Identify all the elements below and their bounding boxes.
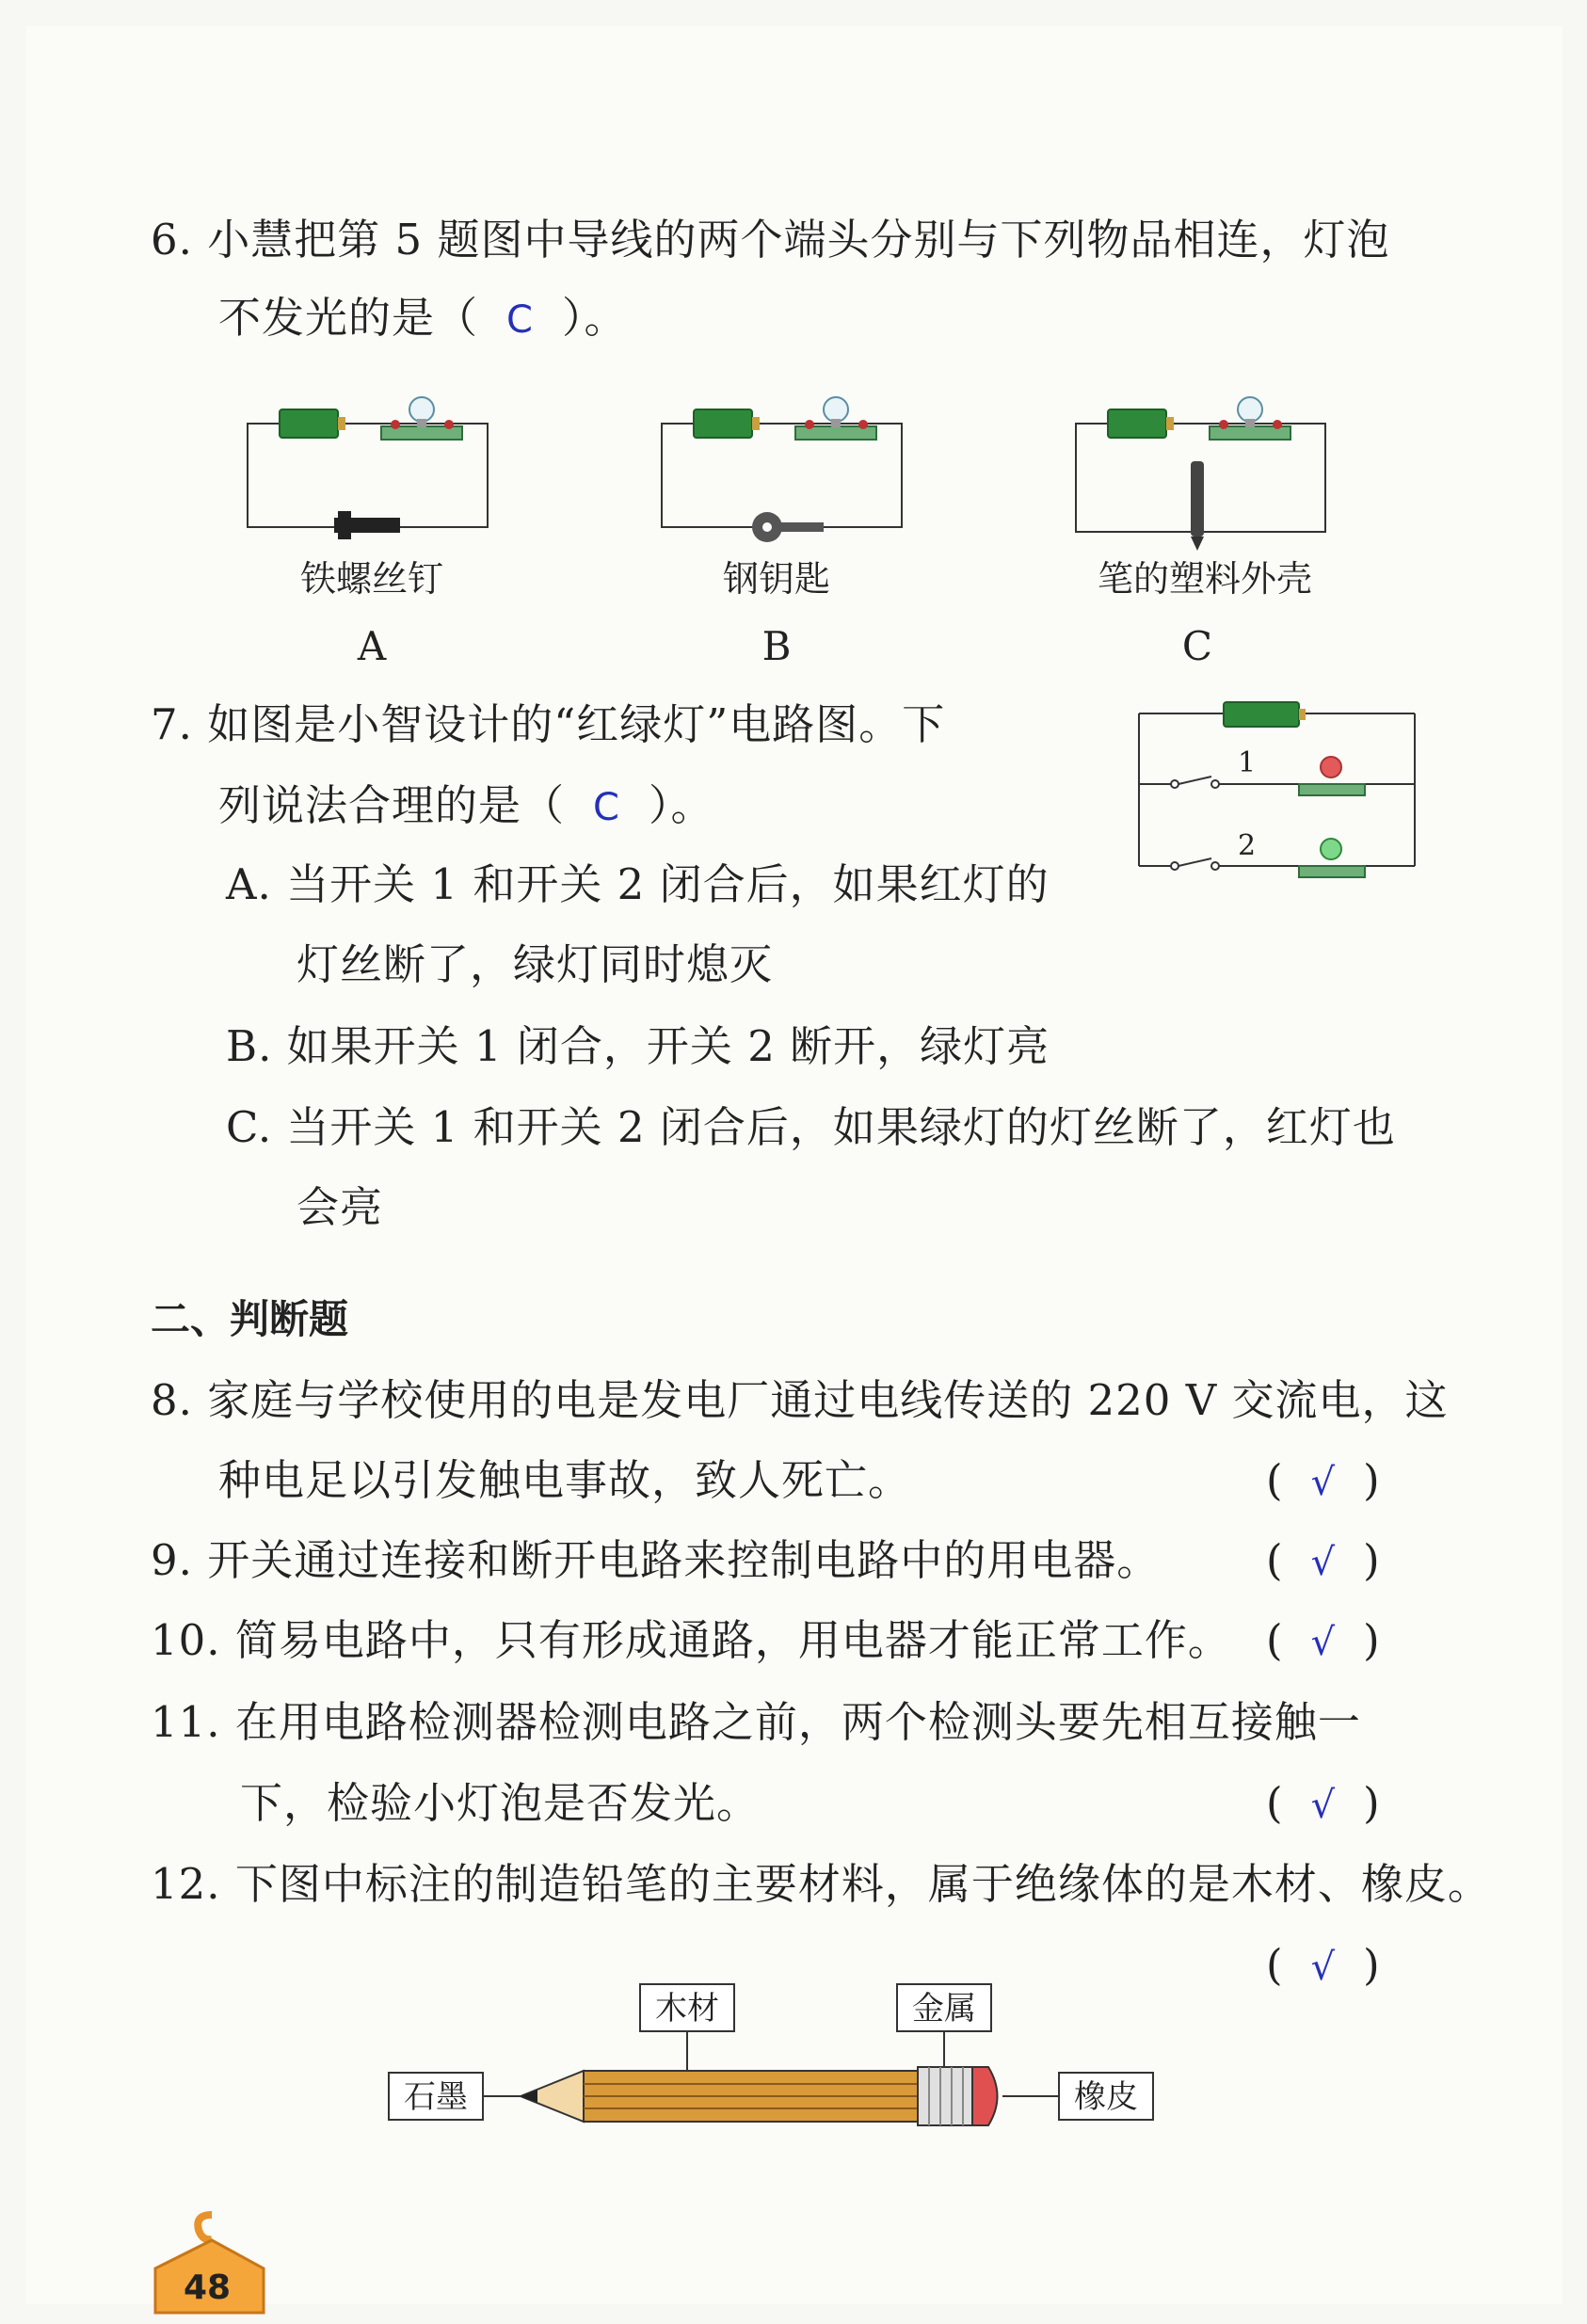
q8-line1: 8. 家庭与学校使用的电是发电厂通过电线传送的 220 V 交流电，这: [151, 1375, 1449, 1425]
q8-line2: 种电足以引发触电事故，致人死亡。: [218, 1455, 912, 1505]
q6-option-a-letter: A: [357, 623, 387, 669]
label-wood: 木材: [655, 1990, 719, 2027]
red-light-icon: [1321, 757, 1341, 777]
q9-line1: 9. 开关通过连接和断开电路来控制电路中的用电器。: [151, 1535, 1161, 1585]
label-metal: 金属: [912, 1990, 976, 2027]
q10-answer-paren: ( √ ): [1266, 1615, 1380, 1665]
q12-answer-paren: ( √ ): [1266, 1940, 1380, 1990]
q7-line2-pre: 列说法合理的是（: [218, 780, 566, 830]
q6-option-a-caption: 铁螺丝钉: [299, 558, 443, 600]
switch-1-label: 1: [1238, 746, 1257, 779]
q7-line2: [218, 777, 713, 836]
q8-check-mark: √: [1310, 1461, 1336, 1504]
q9-check-mark: √: [1310, 1541, 1336, 1584]
q10-check-mark: √: [1310, 1621, 1336, 1664]
q6-line2-pre: 不发光的是（: [218, 293, 479, 343]
q11-line1: 11. 在用电路检测器检测电路之前，两个检测头要先相互接触一: [151, 1697, 1361, 1747]
pen-icon: [1191, 461, 1204, 551]
q6-option-c-letter: C: [1181, 623, 1213, 669]
q6-option-b-caption: 钢钥匙: [722, 558, 830, 600]
q7-line2-post: ）。: [648, 780, 714, 830]
q11-line2: 下，检验小灯泡是否发光。: [240, 1778, 761, 1828]
battery-icon: [1224, 702, 1299, 727]
q6-line2: [218, 290, 627, 348]
q7-option-b: B. 如果开关 1 闭合，开关 2 断开，绿灯亮: [226, 1021, 1050, 1071]
q7-option-c-line1: C. 当开关 1 和开关 2 闭合后，如果绿灯的灯丝断了，红灯也: [226, 1102, 1396, 1152]
circuit-c-figure: [1068, 391, 1332, 551]
q7-option-a-line1: A. 当开关 1 和开关 2 闭合后，如果红灯的: [226, 859, 1050, 909]
label-eraser: 橡皮: [1074, 2078, 1138, 2116]
q11-check-mark: √: [1310, 1784, 1336, 1827]
q6-line2-post: ）。: [561, 293, 628, 343]
q12-line1: 12. 下图中标注的制造铅笔的主要材料，属于绝缘体的是木材、橡皮。: [151, 1859, 1491, 1909]
q8-answer-paren: ( √ ): [1266, 1455, 1380, 1505]
label-graphite: 石墨: [404, 2078, 468, 2116]
q6-option-b-letter: B: [761, 623, 792, 669]
q6-line1: 6. 小慧把第 5 题图中导线的两个端头分别与下列物品相连，灯泡: [151, 215, 1390, 264]
q9-answer-paren: ( √ ): [1266, 1535, 1380, 1585]
green-light-icon: [1321, 839, 1341, 859]
q6-option-c-caption: 笔的塑料外壳: [1097, 558, 1312, 600]
q6-answer: C: [506, 298, 534, 342]
traffic-light-circuit-figure: [1134, 697, 1426, 885]
q7-option-c-line2: 会亮: [297, 1182, 384, 1232]
q7-option-a-line2: 灯丝断了，绿灯同时熄灭: [297, 939, 774, 989]
pencil-figure: [381, 1967, 1172, 2184]
q10-line1: 10. 简易电路中，只有形成通路，用电器才能正常工作。: [151, 1615, 1231, 1665]
section-2-title: 二、判断题: [151, 1296, 349, 1342]
q7-line1: 7. 如图是小智设计的“红绿灯”电路图。下: [151, 699, 946, 749]
circuit-b-figure: [654, 391, 918, 532]
q12-check-mark: √: [1310, 1946, 1336, 1989]
switch-2-label: 2: [1238, 829, 1257, 862]
q7-answer: C: [593, 786, 620, 829]
q11-answer-paren: ( √ ): [1266, 1778, 1380, 1828]
page-number: 48: [184, 2268, 232, 2307]
circuit-a-figure: [240, 391, 504, 532]
